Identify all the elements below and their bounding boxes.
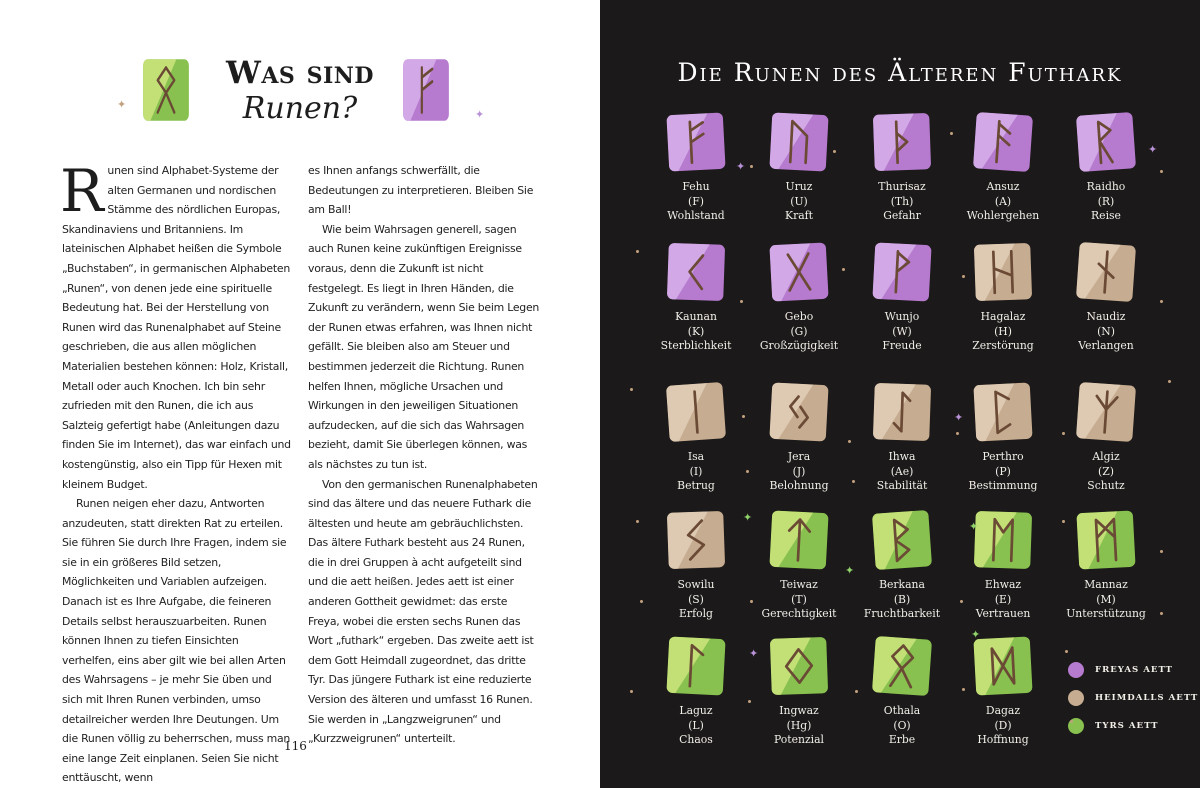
rune-letter: (J) bbox=[792, 464, 806, 478]
decorative-dot bbox=[742, 415, 745, 418]
rune-ihwa bbox=[847, 380, 957, 494]
decorative-dot bbox=[1160, 170, 1163, 173]
rune-jera bbox=[744, 380, 854, 494]
dagaz-rune-icon bbox=[971, 634, 1035, 698]
page-title bbox=[205, 56, 395, 126]
rune-letter: (Th) bbox=[890, 194, 914, 208]
rune-name: Dagaz bbox=[985, 704, 1021, 717]
rune-label bbox=[641, 180, 751, 224]
decorative-dot bbox=[848, 440, 851, 443]
sparkle-icon: ✦ bbox=[736, 160, 746, 173]
decorative-dot bbox=[833, 150, 836, 153]
rune-name: Ansuz bbox=[986, 180, 1020, 193]
body-paragraph: Wie beim Wahrsagen generell, sagen auch Runen keine zukünftigen Ereignisse voraus, denn die Zukunft ist nicht festgelegt. Es liegt in Ihren Händen, die Zukunft zu verändern, wenn Sie beim Legen der Runen etwas erfahren, was Ihnen nicht gefällt. Sie bleiben also am Steuer und bestimmen jederzeit die Richtung. Runen helfen Ihnen, mögliche Ursachen und Wirkungen in den jeweiligen Situationen aufzudecken, auf die sich das Wahrsagen bezieht, damit Sie überlegen können, was als nächstes zu tun ist. bbox=[308, 222, 540, 471]
rune-isa bbox=[641, 380, 751, 494]
rune-letter: (A) bbox=[994, 194, 1012, 208]
rune-label bbox=[641, 578, 751, 622]
rune-hagalaz bbox=[948, 240, 1058, 354]
rune-meaning: Hoffnung bbox=[977, 733, 1029, 747]
othala-rune-icon bbox=[870, 634, 934, 698]
rune-label bbox=[948, 704, 1058, 748]
decorative-dot bbox=[1160, 300, 1163, 303]
rune-letter: (K) bbox=[687, 324, 705, 338]
page-number: 116 bbox=[284, 739, 307, 753]
decorative-dot bbox=[950, 132, 953, 135]
rune-letter: (F) bbox=[688, 194, 704, 208]
rune-othala bbox=[847, 634, 957, 748]
rune-letter: (B) bbox=[893, 592, 911, 606]
rune-name: Algiz bbox=[1092, 450, 1120, 463]
decorative-dot bbox=[842, 268, 845, 271]
rune-name: Gebo bbox=[784, 310, 814, 323]
rune-name: Teiwaz bbox=[780, 578, 818, 591]
rune-letter: (P) bbox=[995, 464, 1011, 478]
rune-name: Othala bbox=[883, 704, 921, 717]
ehwaz-rune-icon bbox=[971, 508, 1035, 572]
rune-meaning: Bestimmung bbox=[968, 479, 1038, 493]
rune-algiz bbox=[1051, 380, 1161, 494]
decorative-dot bbox=[852, 480, 855, 483]
body-paragraph: unen sind Alphabet-Systeme der alten Germanen und nordischen Stämme des nördlichen Europas, Skandinaviens und Britanniens. Im lateinischen Alphabet heißen die Symbole „Buchstaben“, in germanischen Alphabeten „Runen“, von denen jede eine spirituelle Bedeutung hat. Bei der Herstellung von Runen wird das Runenalphabet auf Steine geschrieben, die aus allen möglichen Materialien bestehen können: Holz, Kristall, Metall oder auch Knochen. Ich bin sehr zufrieden mit den Runen, die ich aus Salzteig gefertigt habe (Anleitungen dazu finden Sie im Internet), das war einfach und kostengünstig, also ein Tipp für Hexen mit kleinem Budget. bbox=[62, 164, 291, 491]
algiz-rune-icon bbox=[1074, 380, 1138, 444]
rune-label bbox=[744, 578, 854, 622]
rune-meaning: Freude bbox=[882, 339, 922, 353]
kaunan-rune-icon bbox=[664, 240, 728, 304]
rune-dagaz bbox=[948, 634, 1058, 748]
rune-gebo bbox=[744, 240, 854, 354]
legend-item-heimdall bbox=[1068, 684, 1198, 712]
rune-wunjo bbox=[847, 240, 957, 354]
legend-label: HEIMDALLS AETT bbox=[1095, 693, 1199, 703]
decorative-dot bbox=[636, 250, 639, 253]
rune-letter: (N) bbox=[1097, 324, 1115, 338]
decorative-dot bbox=[1065, 650, 1068, 653]
decorative-dot bbox=[636, 520, 639, 523]
title-line-2: Runen? bbox=[242, 91, 358, 126]
decorative-dot bbox=[1168, 380, 1171, 383]
decorative-dot bbox=[855, 690, 858, 693]
rune-meaning: Reise bbox=[1091, 209, 1121, 223]
rune-name: Hagalaz bbox=[980, 310, 1026, 323]
laguz-rune-icon bbox=[664, 634, 728, 698]
sparkle-icon: ✦ bbox=[743, 511, 753, 524]
legend-swatch bbox=[1068, 662, 1084, 678]
mannaz-rune-icon bbox=[1074, 508, 1138, 572]
rune-meaning: Großzügigkeit bbox=[759, 339, 839, 353]
rune-letter: (T) bbox=[791, 592, 807, 606]
isa-rune-icon bbox=[664, 380, 728, 444]
rune-letter: (Ae) bbox=[890, 464, 914, 478]
rune-name: Ehwaz bbox=[984, 578, 1022, 591]
rune-meaning: Kraft bbox=[785, 209, 813, 223]
sparkle-icon: ✦ bbox=[845, 564, 855, 577]
decorative-dot bbox=[956, 432, 959, 435]
perthro-rune-icon bbox=[971, 380, 1035, 444]
rune-label bbox=[948, 180, 1058, 224]
rune-ansuz bbox=[948, 110, 1058, 224]
rune-name: Uruz bbox=[785, 180, 813, 193]
rune-name: Ingwaz bbox=[779, 704, 819, 717]
sparkle-icon: ✦ bbox=[475, 108, 485, 121]
rune-name: Laguz bbox=[679, 704, 713, 717]
rune-label bbox=[744, 180, 854, 224]
rune-fehu bbox=[641, 110, 751, 224]
teiwaz-rune-icon bbox=[767, 508, 831, 572]
title-line-1: Was sind bbox=[226, 55, 374, 91]
rune-label bbox=[641, 450, 751, 494]
rune-label bbox=[1051, 180, 1161, 224]
drop-cap: R bbox=[60, 157, 104, 225]
decorative-dot bbox=[1062, 520, 1065, 523]
rune-name: Isa bbox=[687, 450, 705, 463]
decorative-dot bbox=[960, 600, 963, 603]
rune-label bbox=[744, 704, 854, 748]
rune-label bbox=[1051, 310, 1161, 354]
sparkle-icon: ✦ bbox=[969, 520, 979, 533]
rune-name: Wunjo bbox=[884, 310, 920, 323]
berkana-rune-icon bbox=[870, 508, 934, 572]
rune-meaning: Wohlstand bbox=[667, 209, 725, 223]
rune-label bbox=[948, 310, 1058, 354]
gebo-rune-icon bbox=[767, 240, 831, 304]
rune-name: Raidho bbox=[1086, 180, 1126, 193]
rune-meaning: Verlangen bbox=[1078, 339, 1134, 353]
legend-item-tyr bbox=[1068, 712, 1198, 740]
title-rune-tile-left bbox=[140, 55, 192, 125]
decorative-dot bbox=[640, 600, 643, 603]
rune-meaning: Belohnung bbox=[769, 479, 829, 493]
rune-label bbox=[641, 310, 751, 354]
decorative-dot bbox=[962, 688, 965, 691]
rune-label bbox=[641, 704, 751, 748]
decorative-dot bbox=[1160, 550, 1163, 553]
rune-mannaz bbox=[1051, 508, 1161, 622]
rune-name: Sowilu bbox=[677, 578, 715, 591]
rune-meaning: Unterstützung bbox=[1066, 607, 1146, 621]
text-column-2 bbox=[308, 161, 540, 749]
rune-label bbox=[847, 578, 957, 622]
rune-meaning: Vertrauen bbox=[975, 607, 1031, 621]
rune-name: Kaunan bbox=[675, 310, 717, 323]
rune-meaning: Fruchtbarkeit bbox=[863, 607, 941, 621]
rune-meaning: Wohlergehen bbox=[966, 209, 1040, 223]
rune-thurisaz bbox=[847, 110, 957, 224]
body-paragraph: Von den germanischen Runenalphabeten sind das ältere und das neuere Futhark die ältesten und heute am gebräuchlichsten. Das ältere Futhark besteht aus 24 Runen, die in drei Gruppen à acht aufgeteilt sind und die aett heißen. Jedes aett ist einer anderen Gottheit gewidmet: das erste Freya, wobei die ersten sechs Runen das Wort „futhark“ ergeben. Das zweite aett ist dem Gott Heimdall zugeordnet, das dritte Tyr. Das jüngere Futhark ist eine reduzierte Version des älteren und umfasst 16 Runen. Sie werden in „Langzweigrunen“ und „Kurzzweigrunen“ unterteilt. bbox=[308, 477, 538, 746]
rune-label bbox=[847, 310, 957, 354]
rune-letter: (L) bbox=[688, 718, 704, 732]
rune-name: Berkana bbox=[879, 578, 925, 591]
rune-letter: (Hg) bbox=[786, 718, 812, 732]
legend-label: FREYAS AETT bbox=[1095, 665, 1173, 675]
sparkle-icon: ✦ bbox=[954, 411, 964, 424]
decorative-dot bbox=[748, 700, 751, 703]
hagalaz-rune-icon bbox=[971, 240, 1035, 304]
legend-item-freya bbox=[1068, 656, 1198, 684]
body-paragraph: es Ihnen anfangs schwerfällt, die Bedeutungen zu interpretieren. Bleiben Sie am Ball! bbox=[308, 164, 534, 217]
sparkle-icon: ✦ bbox=[1148, 143, 1158, 156]
rune-meaning: Chaos bbox=[679, 733, 713, 747]
text-column-1 bbox=[60, 157, 294, 788]
rune-name: Ihwa bbox=[888, 450, 916, 463]
rune-label bbox=[847, 180, 957, 224]
rune-letter: (E) bbox=[994, 592, 1012, 606]
rune-letter: (M) bbox=[1096, 592, 1116, 606]
rune-name: Thurisaz bbox=[878, 180, 926, 193]
rune-meaning: Erfolg bbox=[679, 607, 713, 621]
fehu-rune-icon bbox=[664, 110, 728, 174]
jera-rune-icon bbox=[767, 380, 831, 444]
rune-meaning: Betrug bbox=[677, 479, 715, 493]
rune-label bbox=[1051, 578, 1161, 622]
rune-meaning: Potenzial bbox=[773, 733, 825, 747]
rune-label bbox=[948, 578, 1058, 622]
legend-swatch bbox=[1068, 690, 1084, 706]
rune-meaning: Sterblichkeit bbox=[660, 339, 732, 353]
rune-label bbox=[847, 704, 957, 748]
rune-letter: (H) bbox=[994, 324, 1012, 338]
rune-perthro bbox=[948, 380, 1058, 494]
rune-name: Naudiz bbox=[1086, 310, 1126, 323]
rune-sowilu bbox=[641, 508, 751, 622]
rune-meaning: Erbe bbox=[888, 733, 916, 747]
rune-label bbox=[744, 310, 854, 354]
rune-name: Fehu bbox=[682, 180, 710, 193]
raidho-rune-icon bbox=[1074, 110, 1138, 174]
rune-naudiz bbox=[1051, 240, 1161, 354]
thurisaz-rune-icon bbox=[870, 110, 934, 174]
decorative-dot bbox=[962, 275, 965, 278]
rune-letter: (S) bbox=[688, 592, 704, 606]
legend-label: TYRS AETT bbox=[1095, 721, 1159, 731]
rune-letter: (D) bbox=[994, 718, 1012, 732]
rune-teiwaz bbox=[744, 508, 854, 622]
rune-meaning: Schutz bbox=[1087, 479, 1125, 493]
body-paragraph: Runen neigen eher dazu, Antworten anzudeuten, statt direkten Rat zu erteilen. Sie führen Sie durch Ihre Fragen, indem sie sie in ein größeres Bild setzen, Möglichkeiten und Variablen aufzeigen. Danach ist es Ihre Aufgabe, die feineren Details selbst herauszuarbeiten. Runen können Ihnen zu tiefen Einsichten verhelfen, eins aber gilt wie bei allen Arten des Wahrsagens – je mehr Sie üben und sich mit Ihren Runen verbinden, umso detailreicher werden Ihre Deutungen. Um die Runen völlig zu beherrschen, muss man eine lange Zeit einplanen. Seien Sie nicht enttäuscht, wenn bbox=[62, 497, 291, 785]
rune-ehwaz bbox=[948, 508, 1058, 622]
decorative-dot bbox=[1062, 432, 1065, 435]
rune-meaning: Gerechtigkeit bbox=[761, 607, 837, 621]
uruz-rune-icon bbox=[767, 110, 831, 174]
sparkle-icon: ✦ bbox=[749, 647, 759, 660]
rune-berkana bbox=[847, 508, 957, 622]
decorative-dot bbox=[750, 165, 753, 168]
rune-uruz bbox=[744, 110, 854, 224]
rune-laguz bbox=[641, 634, 751, 748]
rune-letter: (G) bbox=[790, 324, 808, 338]
rune-chart-title: Die Runen des Älteren Futhark bbox=[677, 58, 1123, 87]
rune-meaning: Stabilität bbox=[876, 479, 928, 493]
rune-letter: (I) bbox=[689, 464, 703, 478]
rune-label bbox=[744, 450, 854, 494]
decorative-dot bbox=[1070, 720, 1073, 723]
title-rune-tile-right bbox=[400, 55, 452, 125]
rune-name: Mannaz bbox=[1084, 578, 1128, 591]
rune-kaunan bbox=[641, 240, 751, 354]
ansuz-rune-icon bbox=[971, 110, 1035, 174]
rune-letter: (O) bbox=[893, 718, 911, 732]
wunjo-rune-icon bbox=[870, 240, 934, 304]
rune-letter: (U) bbox=[790, 194, 808, 208]
rune-letter: (R) bbox=[1097, 194, 1115, 208]
rune-label bbox=[948, 450, 1058, 494]
rune-meaning: Zerstörung bbox=[972, 339, 1034, 353]
rune-meaning: Gefahr bbox=[883, 209, 921, 223]
decorative-dot bbox=[750, 600, 753, 603]
rune-letter: (W) bbox=[892, 324, 912, 338]
decorative-dot bbox=[746, 470, 749, 473]
rune-name: Jera bbox=[787, 450, 811, 463]
naudiz-rune-icon bbox=[1074, 240, 1138, 304]
rune-name: Perthro bbox=[982, 450, 1024, 463]
ingwaz-rune-icon bbox=[767, 634, 831, 698]
rune-raidho bbox=[1051, 110, 1161, 224]
sparkle-icon: ✦ bbox=[971, 628, 981, 641]
sparkle-icon: ✦ bbox=[117, 98, 127, 111]
decorative-dot bbox=[740, 300, 743, 303]
rune-letter: (Z) bbox=[1098, 464, 1114, 478]
right-page bbox=[600, 0, 1200, 788]
sowilu-rune-icon bbox=[664, 508, 728, 572]
rune-label bbox=[1051, 450, 1161, 494]
decorative-dot bbox=[630, 388, 633, 391]
decorative-dot bbox=[1160, 612, 1163, 615]
ihwa-rune-icon bbox=[870, 380, 934, 444]
decorative-dot bbox=[630, 690, 633, 693]
aett-legend bbox=[1068, 656, 1198, 740]
rune-label bbox=[847, 450, 957, 494]
rune-ingwaz bbox=[744, 634, 854, 748]
